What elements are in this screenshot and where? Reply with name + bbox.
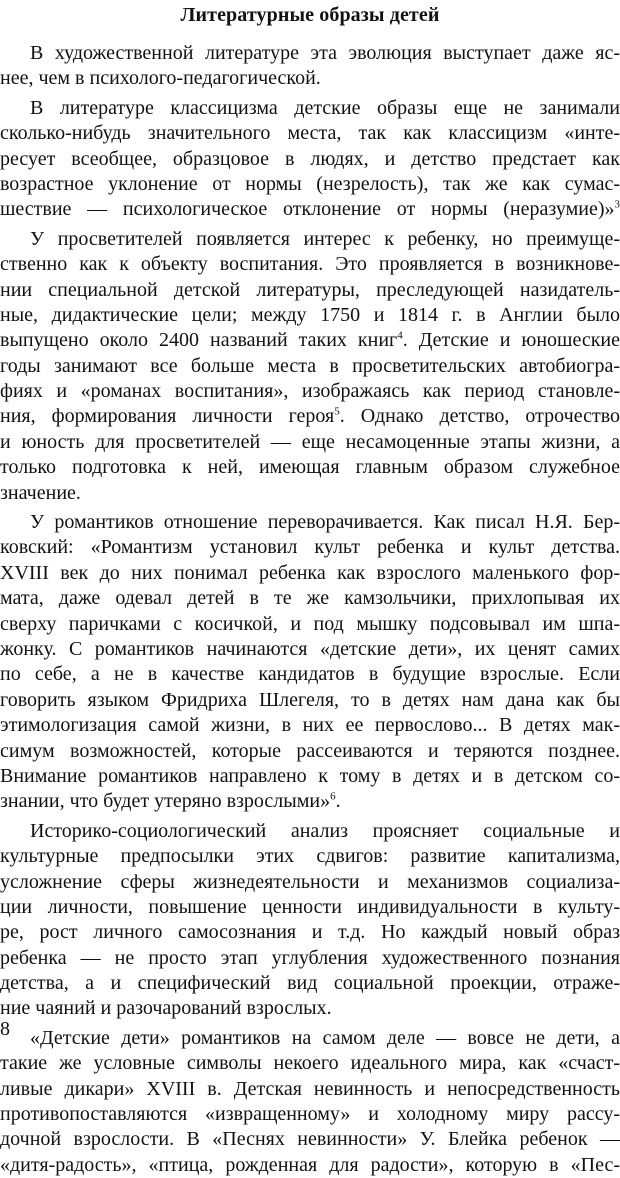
text-line: по себе, а не в качестве кандидатов в будущие взрослые. Если [0, 662, 620, 687]
text-line: мата, даже одевал детей в те же камзольчики, прихлопывая их [0, 586, 620, 611]
text-line: нии специальной детской литературы, преследующей назидатель- [0, 278, 620, 303]
text-line: ре, рост личного самосознания и т.д. Но каждый новый образ [0, 920, 620, 945]
text-segment: . Однако детство, отрочество [340, 405, 620, 427]
text-line [0, 197, 620, 222]
text-line: ресует всеобщее, образцовое в людях, и детство предстает как [0, 147, 620, 172]
text-line: нее, чем в психолого-педагогической. [0, 66, 620, 91]
text-line: У романтиков отношение переворачивается. Как писал Н.Я. Бер- [0, 510, 620, 535]
text-line: жонку. С романтиков начинаются «детские дети», их ценят самих [0, 637, 620, 662]
section-heading: Литературные образы детей [0, 2, 620, 28]
body-text [0, 41, 620, 1178]
text-line: детства, а и специфический вид социальной проекции, отраже- [0, 971, 620, 996]
text-line: и юность для просветителей — еще несамоценные этапы жизни, а [0, 430, 620, 455]
text-line: сколько-нибудь значительного места, так как классицизм «инте- [0, 121, 620, 146]
text-line: годы занимают все больше места в просветительских автобиогра- [0, 354, 620, 379]
text-line: возрастное уклонение от нормы (незрелость), так же как сумас- [0, 172, 620, 197]
text-line: Историко-социологический анализ проясняет социальные и [0, 819, 620, 844]
footnote-ref: 4 [397, 330, 403, 342]
page-number: 8 [0, 1016, 10, 1042]
text-segment: шествие — психологическое отклонение от нормы (неразумие)» [0, 198, 615, 220]
footnote-ref: 5 [334, 406, 340, 418]
text-line: усложнение сферы жизнедеятельности и механизмов социализа- [0, 870, 620, 895]
text-line [0, 789, 620, 814]
text-line: XVIII век до них понимал ребенка как взрослого маленького фор- [0, 561, 620, 586]
text-line: говорить языком Фридриха Шлегеля, то в детях нам дана как бы [0, 688, 620, 713]
text-segment: . Детские и юношеские [403, 329, 620, 351]
text-line: ребенка — не просто этап углубления художественного познания [0, 946, 620, 971]
text-segment: ния, формирования личности героя [0, 405, 334, 427]
text-line: такие же условные символы некоего идеального мира, как «счаст- [0, 1051, 620, 1076]
text-line: фиях и «романах воспитания», изображаясь как период становле- [0, 379, 620, 404]
text-line: культурные предпосылки этих сдвигов: развитие капитализма, [0, 844, 620, 869]
text-segment: . [336, 790, 341, 812]
text-line: симум возможностей, которые рассеиваются и теряются позднее. [0, 739, 620, 764]
text-line: У просветителей появляется интерес к ребенку, но преимуще- [0, 227, 620, 252]
text-line: «Детские дети» романтиков на самом деле — вовсе не дети, а [0, 1026, 620, 1051]
text-line: Внимание романтиков направлено к тому в детях и в детском со- [0, 764, 620, 789]
text-line: сверху паричками с косичкой, и под мышку подсовывал им шпа- [0, 612, 620, 637]
text-line: только подготовка к ней, имеющая главным образом служебное [0, 455, 620, 480]
text-line: ции личности, повышение ценности индивидуальности в культу- [0, 895, 620, 920]
text-line: ные, дидактические цели; между 1750 и 1814 г. в Англии было [0, 303, 620, 328]
text-line: дочной взрослости. В «Песнях невинности» У. Блейка ребенок — [0, 1127, 620, 1152]
text-line: «дитя-радость», «птица, рожденная для радости», которую в «Пес- [0, 1153, 620, 1178]
text-line: В литературе классицизма детские образы еще не занимали [0, 96, 620, 121]
text-line: этимологизация самой жизни, в них ее первослово... В детях мак- [0, 713, 620, 738]
text-line: ковский: «Романтизм установил культ ребенка и культ детства. [0, 535, 620, 560]
text-segment: знании, что будет утеряно взрослыми» [0, 790, 330, 812]
footnote-ref: 3 [615, 199, 620, 211]
text-line: ливые дикари» XVIII в. Детская невинность и непосредственность [0, 1077, 620, 1102]
text-line [0, 404, 620, 429]
text-line: значение. [0, 481, 620, 506]
text-line: ственно как к объекту воспитания. Это проявляется в возникнове- [0, 252, 620, 277]
text-line: В художественной литературе эта эволюция выступает даже яс- [0, 41, 620, 66]
text-segment: выпущено около 2400 названий таких книг [0, 329, 397, 351]
text-line [0, 328, 620, 353]
text-line: противопоставляются «извращенному» и холодному миру рассу- [0, 1102, 620, 1127]
text-line: ние чаяний и разочарований взрослых. [0, 996, 620, 1021]
footnote-ref: 6 [330, 791, 336, 803]
